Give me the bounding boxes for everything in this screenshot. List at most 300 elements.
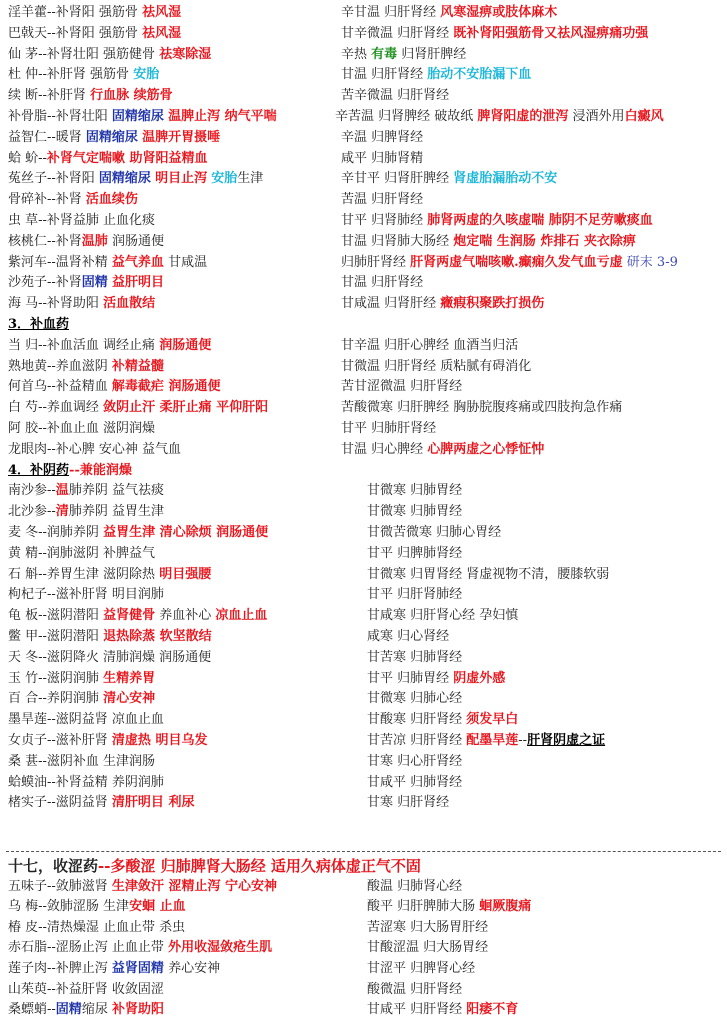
herb-property-and-meridian (367, 918, 488, 938)
plain-text: 甘苦凉 归肝肾经 (367, 733, 467, 748)
herb-property-and-meridian (367, 544, 462, 564)
plain-text: 赤石脂--涩肠止泻 止血止带 (8, 940, 169, 956)
plain-text: 天 冬--滋阴降火 清肺润燥 润肠通便 (8, 649, 212, 665)
highlight-text: 益肾健骨 (103, 608, 156, 624)
highlight-text: 清肝明目 利尿 (111, 795, 195, 811)
highlight-text: 生精养胃 (103, 670, 156, 686)
plain-text: 核桃仁--补肾 (8, 233, 82, 249)
highlight-text: 补肾气定喘嗽 助肾阳益精血 (46, 150, 208, 166)
plain-text: 乌 梅--敛肺涩肠 生津 (8, 899, 130, 915)
plain-text: 甘平 归肺肝肾经 (341, 421, 437, 436)
herb-entry-row (0, 959, 727, 979)
plain-text: 杜 仲--补肝肾 强筋骨 (8, 67, 134, 83)
herb-name-and-action (8, 149, 207, 169)
plain-text: 阿 胶--补血止血 滋阴润燥 (8, 421, 156, 436)
herb-name-and-action (8, 710, 164, 730)
herb-entry-row (0, 669, 727, 689)
herb-name-and-action (8, 793, 194, 813)
highlight-text: 益气养血 (111, 254, 164, 270)
herb-name-and-action (8, 1000, 164, 1020)
plain-text: 益智仁--暖肾 (8, 129, 86, 145)
plain-text: 苦涩寒 归大肠胃肝经 (367, 919, 489, 935)
plain-text: 养心安神 (163, 961, 221, 976)
plain-text: 甘微寒 归肺胃经 (367, 504, 463, 520)
herb-property-and-meridian (367, 502, 462, 522)
plain-text: 甘微苦微寒 归肺心胃经 (367, 525, 502, 540)
plain-text: 甘微寒 归肺胃经 (367, 483, 463, 499)
plain-text: 酸平 归肝脾肺大肠 (367, 899, 480, 915)
section-divider (6, 851, 721, 852)
herb-property-and-meridian (367, 689, 462, 709)
herb-property-and-meridian (341, 398, 622, 418)
highlight-text: 阳痿不育 (466, 1002, 519, 1018)
herb-property-and-meridian (341, 336, 518, 356)
plain-text: 北沙参-- (8, 504, 56, 520)
herb-name-and-action (8, 752, 155, 772)
plain-text: 咸寒 归心肾经 (367, 629, 450, 644)
highlight-text: 温 (55, 483, 69, 499)
highlight-text: 固精缩尿 (85, 129, 138, 145)
herb-entry-row (0, 544, 727, 564)
plain-text: 甘温 归肾肺大肠经 (341, 233, 454, 249)
section-heading-text (8, 461, 132, 481)
plain-text: 归肾肝脾经 (397, 46, 467, 62)
herb-property-and-meridian (367, 938, 488, 958)
plain-text: 甘辛温 归肝心脾经 血酒当归活 (341, 337, 519, 353)
plain-text: 熟地黄--养血滋阴 (8, 358, 112, 374)
herb-name-and-action (8, 398, 268, 418)
herb-property-and-meridian (341, 440, 544, 460)
herb-property-and-meridian (341, 128, 423, 148)
herb-name-and-action (8, 627, 212, 647)
herb-entry-row (0, 689, 727, 709)
plain-text: 龙眼肉--补心脾 安心神 益气血 (8, 441, 182, 457)
herb-name-and-action (8, 86, 173, 106)
highlight-text: 凉血止血 (215, 608, 268, 624)
herb-name-and-action (8, 481, 164, 501)
herb-property-and-meridian (341, 253, 678, 273)
plain-text: 仙 茅--补肾壮阳 强筋健骨 (8, 46, 160, 62)
highlight-text: 心脾两虚之心悸怔忡 (427, 441, 545, 457)
herb-property-and-meridian (367, 481, 462, 501)
plain-text: 甘酸涩温 归大肠胃经 (367, 940, 489, 956)
plain-text: 甘平 归肺胃经 (367, 670, 454, 686)
plain-text: 甘温 归肝肾经 (341, 275, 424, 291)
herb-property-and-meridian (367, 959, 475, 979)
herb-name-and-action (8, 273, 164, 293)
herb-property-and-meridian (367, 627, 449, 647)
herb-property-and-meridian (341, 419, 436, 439)
plain-text: 续 断--补肝肾 (8, 88, 91, 104)
herb-entry-row (0, 627, 727, 647)
herb-entry-row (0, 877, 727, 897)
highlight-text: 阴虚外感 (453, 670, 506, 686)
herb-property-and-meridian (367, 877, 462, 897)
highlight-text: 固精 (55, 1002, 82, 1018)
herb-property-and-meridian (341, 190, 423, 210)
highlight-text: 既补肾阳强筋骨又祛风湿痹痛功强 (453, 25, 649, 41)
highlight-text: 蛔厥腹痛 (479, 899, 532, 915)
plain-text: 沙苑子--补肾 (8, 275, 82, 291)
herb-property-and-meridian (341, 24, 648, 44)
plain-text: 甘酸寒 归肝肾经 (367, 712, 467, 728)
highlight-text: 外用收湿敛疮生肌 (168, 940, 273, 956)
plain-text: 龟 板--滋阴潜阳 (8, 608, 104, 624)
plain-text: 蛤蟆油--补肾益精 养阴润肺 (8, 774, 164, 790)
herb-property-and-meridian (367, 980, 462, 1000)
herb-entry-row (0, 336, 727, 356)
herb-entry-row (0, 398, 727, 418)
highlight-text: 温脾止泻 纳气平喘 (168, 109, 277, 124)
plain-text: 甘咸寒 归肝肾心经 孕妇慎 (367, 608, 519, 624)
highlight-text: 明目止泻 (155, 171, 208, 187)
plain-text: 苦甘涩微温 归肝肾经 (341, 379, 463, 395)
plain-text: 黄 精--润肺滋阴 补脾益气 (8, 545, 156, 561)
highlight-text: 风寒湿痹或肢体麻木 (440, 5, 558, 20)
highlight-text: 温脾开胃摄唾 (142, 129, 221, 145)
plain-text: 当 归--补血活血 调经止痛 (8, 337, 160, 353)
highlight-text: 研末 3-9 (622, 254, 678, 270)
herb-property-and-meridian (341, 3, 557, 23)
plain-text: 苦辛微温 归肝肾经 (341, 88, 450, 104)
plain-text: 巴戟天--补肾阳 强筋骨 (8, 25, 143, 41)
herb-property-and-meridian (367, 565, 609, 585)
highlight-text: 补精益髓 (111, 358, 164, 374)
section-title: 3．补血药 (8, 317, 70, 332)
highlight-text: 固精缩尿 (111, 109, 164, 124)
plain-text: 麦 冬--润肺养阴 (8, 525, 104, 540)
herb-entry-row (0, 585, 727, 605)
plain-text: 甘微寒 归肺心经 (367, 691, 463, 707)
highlight-text: 有毒 (371, 46, 398, 62)
section-subtitle: --兼能润燥 (69, 462, 132, 478)
highlight-text: 白癜风 (624, 109, 664, 124)
herb-property-and-meridian (367, 585, 462, 605)
herb-property-and-meridian (341, 86, 449, 106)
plain-text: 甘咸平 归肝肾经 (367, 1002, 467, 1018)
highlight-text: 脾肾阳虚的泄泻 (477, 109, 569, 124)
herb-name-and-action (8, 502, 164, 522)
herb-entry-row (0, 918, 727, 938)
highlight-text: 祛寒除湿 (159, 46, 212, 62)
highlight-text: --多酸涩 归肺脾肾大肠经 适用久病体虚正气不固 (98, 857, 421, 875)
highlight-text: 明目强腰 (159, 566, 212, 582)
highlight-text: 安胎 (133, 67, 160, 83)
highlight-text: 安蛔 止血 (129, 899, 186, 915)
plain-text: 桑 葚--滋阴补血 生津润肠 (8, 753, 156, 769)
plain-text: 蛤 蚧-- (8, 150, 47, 166)
plain-text: 枸杞子--滋补肝肾 明目润肺 (8, 587, 164, 603)
herb-name-and-action (8, 169, 263, 189)
plain-text: 苦酸微寒 归肝脾经 胸胁脘腹疼痛或四肢拘急作痛 (341, 400, 623, 416)
highlight-text: 清心安神 (103, 691, 156, 707)
herb-name-and-action (8, 419, 155, 439)
herb-property-and-meridian (341, 357, 531, 377)
herb-entry-row (0, 897, 727, 917)
herb-entry-row (0, 357, 727, 377)
highlight-text: 固精 (81, 275, 108, 291)
plain-text: 酸微温 归肝肾经 (367, 981, 463, 997)
highlight-text: 补肾助阳 (111, 1002, 164, 1018)
plain-text: 酸温 归肺肾心经 (367, 878, 463, 894)
plain-text: 苦温 归肝肾经 (341, 192, 424, 208)
herb-entry-row (0, 606, 727, 626)
herb-entry-row (0, 377, 727, 397)
plain-text: 椿 皮--清热燥湿 止血止带 杀虫 (8, 919, 186, 935)
herb-entry-row (0, 440, 727, 460)
plain-text: 补骨脂--补肾壮阳 (8, 109, 112, 124)
highlight-text: 润肠通便 (159, 337, 212, 353)
plain-text: 辛甘平 归肾肝脾经 (341, 171, 454, 187)
highlight-text: 炮定喘 生润肠 炸排石 夹衣除痹 (453, 233, 636, 249)
herb-entry-row (0, 211, 727, 231)
herb-property-and-meridian (367, 606, 518, 626)
herb-name-and-action (8, 211, 155, 231)
herb-name-and-action (8, 773, 164, 793)
herb-name-and-action (8, 24, 181, 44)
highlight-text: 生津敛汗 涩精止泻 宁心安神 (111, 878, 277, 894)
plain-text: 海 马--补肾助阳 (8, 296, 104, 312)
herb-entry-row (0, 1000, 727, 1020)
plain-text: 何首乌--补益精血 (8, 379, 112, 395)
plain-text: 归肺肝肾经 (341, 254, 411, 270)
plain-text: 甘平 归肾肺经 (341, 213, 428, 228)
highlight-text: 行血脉 续筋骨 (90, 88, 173, 104)
plain-text: 缩尿 (81, 1002, 112, 1018)
highlight-text: 退热除蒸 软坚散结 (103, 629, 212, 644)
herb-property-and-meridian (341, 169, 557, 189)
plain-text: 甘咸温 归肾肝经 (341, 296, 441, 312)
herb-entry-row (0, 502, 727, 522)
herb-name-and-action (8, 877, 277, 897)
herb-entry-row (0, 565, 727, 585)
plain-text: 楮实子--滋阴益肾 (8, 795, 112, 811)
plain-text: 甘温 归肝肾经 (341, 67, 428, 83)
herb-name-and-action (8, 606, 267, 626)
highlight-text: 清 (55, 504, 69, 520)
herb-entry-row (0, 773, 727, 793)
herb-property-and-meridian (367, 710, 518, 730)
herb-name-and-action (8, 565, 211, 585)
herb-name-and-action (8, 357, 164, 377)
herb-property-and-meridian (367, 773, 462, 793)
highlight-text: 配墨旱莲 (466, 733, 519, 748)
chapter-heading (0, 856, 727, 876)
plain-text: 五味子--敛肺滋肾 (8, 878, 112, 894)
plain-text: 莲子肉--补脾止泻 (8, 961, 112, 976)
herb-name-and-action (8, 938, 272, 958)
herb-property-and-meridian (367, 648, 462, 668)
highlight-text: 祛风湿 (142, 5, 182, 20)
herb-entry-row (0, 190, 727, 210)
plain-text: 肺养阴 益胃生津 (68, 504, 164, 520)
herb-property-and-meridian (335, 107, 664, 127)
herb-entry-row (0, 24, 727, 44)
herb-name-and-action (8, 128, 220, 148)
plain-text: 生津 (237, 171, 264, 187)
herb-name-and-action (8, 585, 164, 605)
herb-name-and-action (8, 45, 211, 65)
highlight-text: 须发早白 (466, 712, 519, 728)
herb-entry-row (0, 710, 727, 730)
herb-name-and-action (8, 689, 155, 709)
herb-entry-row (0, 107, 727, 127)
herb-entry-row (0, 523, 727, 543)
highlight-text: 活血续伤 (85, 192, 138, 208)
highlight-text: 清虚热 明目乌发 (111, 733, 208, 748)
plain-text: 骨碎补--补肾 (8, 192, 86, 208)
plain-text: 养血补心 (155, 608, 216, 624)
herb-entry-row (0, 128, 727, 148)
herb-entry-row (0, 3, 727, 23)
herb-entry-row (0, 294, 727, 314)
herb-property-and-meridian (341, 45, 466, 65)
highlight-text: 肺肾两虚的久咳虚喘 肺阴不足劳嗽痰血 (427, 213, 653, 228)
herb-property-and-meridian (341, 232, 636, 252)
plain-text: 南沙参-- (8, 483, 56, 499)
herb-entry-row (0, 481, 727, 501)
herb-name-and-action (8, 294, 155, 314)
herb-property-and-meridian (367, 793, 449, 813)
highlight-text: 解毒截疟 润肠通便 (111, 379, 221, 395)
plain-text: 甘微寒 归胃肾经 肾虚视物不清，腰膝软弱 (367, 566, 610, 582)
herb-name-and-action (8, 897, 186, 917)
herb-property-and-meridian (341, 273, 423, 293)
plain-text: 甘辛微温 归肝肾经 (341, 25, 454, 41)
herb-property-and-meridian (367, 1000, 518, 1020)
highlight-text: 肝肾阴虚之证 (527, 733, 606, 748)
herb-entry-row (0, 731, 727, 751)
plain-text: 甘寒 归肝肾经 (367, 795, 450, 811)
herb-name-and-action (8, 440, 181, 460)
plain-text: 辛甘温 归肝肾经 (341, 5, 441, 20)
plain-text: 紫河车--温肾补精 (8, 254, 112, 270)
highlight-text: 肝肾两虚气喘咳嗽.癫痫久发气血亏虚 (410, 254, 623, 270)
highlight-text: 益肾固精 (111, 961, 164, 976)
plain-text: 甘咸温 (163, 254, 208, 270)
herb-entry-row (0, 45, 727, 65)
plain-text: 甘咸平 归肺肾经 (367, 774, 463, 790)
plain-text: 甘涩平 归脾肾心经 (367, 961, 476, 976)
herb-property-and-meridian (367, 669, 505, 689)
highlight-text: 固精缩尿 (98, 171, 151, 187)
plain-text: 墨旱莲--滋阴益肾 凉血止血 (8, 712, 164, 728)
plain-text: 女贞子--滋补肝肾 (8, 733, 112, 748)
herb-entry-row (0, 938, 727, 958)
herb-entry-row (0, 232, 727, 252)
herb-entry-row (0, 253, 727, 273)
plain-text: 甘平 归脾肺肾经 (367, 545, 463, 561)
section-title: 4．补阴药 (8, 462, 70, 478)
plain-text: 淫羊藿--补肾阳 强筋骨 (8, 5, 143, 20)
plain-text: 桑螵蛸-- (8, 1002, 56, 1018)
plain-text: 肺养阴 益气祛痰 (68, 483, 164, 499)
highlight-text: 祛风湿 (142, 25, 182, 41)
highlight-text: 温肺 (81, 233, 108, 249)
plain-text: 甘寒 归心肝肾经 (367, 753, 463, 769)
herb-entry-row (0, 980, 727, 1000)
highlight-text: 肾虚胎漏胎动不安 (453, 171, 558, 187)
herb-property-and-meridian (367, 897, 531, 917)
herb-name-and-action (8, 232, 164, 252)
highlight-text: 益肝明目 (111, 275, 164, 291)
plain-text: 百 合--养阴润肺 (8, 691, 104, 707)
chapter-heading-text (8, 856, 421, 876)
herb-entry-row (0, 648, 727, 668)
section-heading (0, 461, 727, 481)
herb-property-and-meridian (367, 752, 462, 772)
herb-entry-row (0, 86, 727, 106)
herb-name-and-action (8, 959, 220, 979)
herb-name-and-action (8, 253, 207, 273)
herb-entry-row (0, 65, 727, 85)
herb-name-and-action (8, 980, 164, 1000)
plain-text: 菟丝子--补肾阳 (8, 171, 99, 187)
herb-entry-row (0, 419, 727, 439)
herb-entry-row (0, 793, 727, 813)
plain-text: 甘平 归肝肾肺经 (367, 587, 463, 603)
herb-name-and-action (8, 669, 155, 689)
highlight-text: 安胎 (211, 171, 238, 187)
plain-text: -- (518, 733, 528, 748)
plain-text: 润肠通便 (107, 233, 164, 249)
herb-name-and-action (8, 544, 155, 564)
herb-property-and-meridian (341, 149, 423, 169)
herb-entry-row (0, 169, 727, 189)
herb-property-and-meridian (341, 294, 544, 314)
plain-text: 辛苦温 归肾脾经 破故纸 (335, 109, 478, 124)
herb-entry-row (0, 752, 727, 772)
highlight-text: 益胃生津 清心除烦 润肠通便 (103, 525, 269, 540)
herb-name-and-action (8, 918, 185, 938)
herb-name-and-action (8, 65, 159, 85)
highlight-text: 十七，收涩药 (8, 857, 99, 875)
highlight-text: 癥瘕积聚跌打损伤 (440, 296, 545, 312)
highlight-text: 胎动不安胎漏下血 (427, 67, 532, 83)
plain-text: 甘苦寒 归肺肾经 (367, 649, 463, 665)
herb-property-and-meridian (341, 65, 531, 85)
herb-name-and-action (8, 648, 211, 668)
highlight-text: 活血散结 (103, 296, 156, 312)
plain-text: 甘微温 归肝肾经 质粘腻有碍消化 (341, 358, 532, 374)
herb-name-and-action (8, 523, 268, 543)
herb-property-and-meridian (341, 377, 462, 397)
herb-name-and-action (8, 336, 211, 356)
plain-text: 白 芍--养血调经 (8, 400, 104, 416)
plain-text: 咸平 归肺肾精 (341, 150, 424, 166)
plain-text: 辛热 (341, 46, 372, 62)
plain-text: 鳖 甲--滋阴潜阳 (8, 629, 104, 644)
herb-name-and-action (8, 190, 138, 210)
herb-entry-row (0, 149, 727, 169)
herb-name-and-action (8, 107, 277, 127)
plain-text: 甘温 归心脾经 (341, 441, 428, 457)
herb-name-and-action (8, 731, 207, 751)
plain-text: 辛温 归脾肾经 (341, 129, 424, 145)
herb-entry-row (0, 273, 727, 293)
section-heading (0, 315, 727, 335)
herb-property-and-meridian (367, 731, 605, 751)
herb-property-and-meridian (367, 523, 501, 543)
herb-name-and-action (8, 377, 220, 397)
plain-text: 石 斛--养胃生津 滋阴除热 (8, 566, 160, 582)
highlight-text: 敛阴止汗 柔肝止痛 平仰肝阳 (103, 400, 269, 416)
herb-property-and-meridian (341, 211, 653, 231)
plain-text: 浸酒外用 (568, 109, 625, 124)
plain-text: 山茱萸--补益肝肾 收敛固涩 (8, 981, 164, 997)
plain-text: 玉 竹--滋阴润肺 (8, 670, 104, 686)
section-heading-text (8, 315, 69, 335)
